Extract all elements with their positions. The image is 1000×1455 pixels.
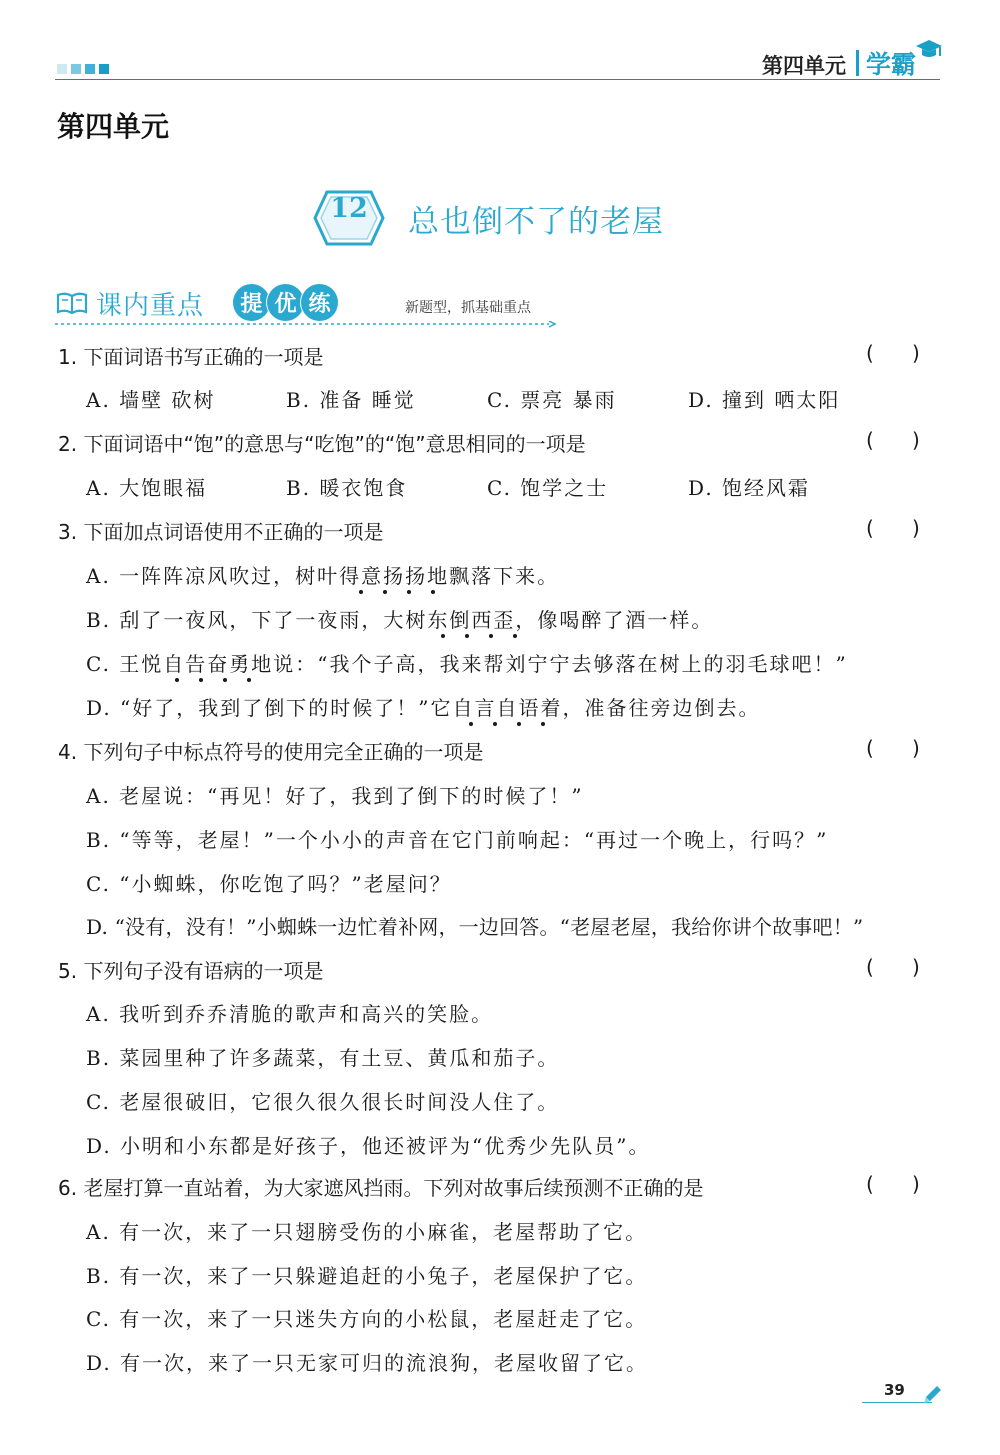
graduation-cap-icon bbox=[914, 38, 944, 62]
answer-blank[interactable]: ( ) bbox=[866, 516, 920, 540]
emphasis-dot bbox=[431, 590, 435, 594]
option-b: B. 刮了一夜风，下了一夜雨，大树东倒西歪，像喝醉了酒一样。 bbox=[86, 608, 714, 632]
emphasis-dot bbox=[513, 634, 517, 638]
question-stem: 4. 下列句子中标点符号的使用完全正确的一项是 bbox=[58, 740, 484, 764]
answer-blank[interactable]: ( ) bbox=[866, 341, 920, 365]
option-b: B. 暖衣饱食 bbox=[286, 476, 408, 500]
option-d: D. 有一次，来了一只无家可归的流浪狗，老屋收留了它。 bbox=[86, 1351, 649, 1375]
option-a: A. 老屋说：“再见！好了，我到了倒下的时候了！” bbox=[86, 784, 584, 808]
header-unit-label: 第四单元 bbox=[762, 54, 846, 78]
page-number: 39 bbox=[884, 1381, 905, 1399]
option-c: C. 老屋很破旧，它很久很久很长时间没人住了。 bbox=[86, 1090, 560, 1114]
answer-blank[interactable]: ( ) bbox=[866, 736, 920, 760]
option-b: B. 菜园里种了许多蔬菜，有土豆、黄瓜和茄子。 bbox=[86, 1046, 560, 1070]
option-d: D. “没有，没有！”小蜘蛛一边忙着补网，一边回答。“老屋老屋，我给你讲个故事吧！” bbox=[86, 915, 864, 939]
open-book-icon bbox=[56, 291, 88, 315]
lesson-title: 总也倒不了的老屋 bbox=[408, 204, 664, 240]
emphasis-dot bbox=[541, 722, 545, 726]
emphasis-dot bbox=[489, 634, 493, 638]
emphasis-dot bbox=[469, 722, 473, 726]
section-badges bbox=[233, 284, 335, 321]
option-d: D. 饱经风霜 bbox=[688, 476, 811, 500]
emphasis-dot bbox=[441, 634, 445, 638]
header-square bbox=[99, 64, 109, 74]
option-a: A. 大饱眼福 bbox=[86, 476, 208, 500]
header-decoration bbox=[57, 64, 109, 74]
emphasis-dot bbox=[247, 678, 251, 682]
header-square bbox=[71, 64, 81, 74]
brand-logo: 学霸 bbox=[866, 50, 917, 79]
header-square bbox=[57, 64, 67, 74]
header-divider bbox=[856, 50, 859, 76]
question-stem: 6. 老屋打算一直站着，为大家遮风挡雨。下列对故事后续预测不正确的是 bbox=[58, 1176, 704, 1200]
lesson-number: 12 bbox=[330, 193, 368, 224]
option-b: B. 准备 睡觉 bbox=[286, 388, 416, 412]
option-a: A. 一阵阵凉风吹过，树叶得意扬扬地飘落下来。 bbox=[86, 564, 560, 588]
option-b: B. 有一次，来了一只躲避追赶的小兔子，老屋保护了它。 bbox=[86, 1264, 648, 1288]
option-d: D. 撞到 哂太阳 bbox=[688, 388, 841, 412]
emphasis-dot bbox=[465, 634, 469, 638]
section-note: 新题型，抓基础重点 bbox=[405, 300, 531, 316]
emphasis-dot bbox=[359, 590, 363, 594]
option-c: C. 票亮 暴雨 bbox=[487, 388, 617, 412]
question-stem: 2. 下面词语中“饱”的意思与“吃饱”的“饱”意思相同的一项是 bbox=[58, 432, 586, 456]
option-a: A. 墙壁 砍树 bbox=[86, 388, 216, 412]
option-d: D. “好了，我到了倒下的时候了！”它自言自语着，准备往旁边倒去。 bbox=[86, 696, 761, 720]
option-d: D. 小明和小东都是好孩子，他还被评为“优秀少先队员”。 bbox=[86, 1134, 651, 1158]
option-a: A. 有一次，来了一只翅膀受伤的小麻雀，老屋帮助了它。 bbox=[86, 1220, 648, 1244]
header-square bbox=[85, 64, 95, 74]
emphasis-dot bbox=[383, 590, 387, 594]
emphasis-dot bbox=[407, 590, 411, 594]
option-b: B. “等等，老屋！”一个小小的声音在它门前响起：“再过一个晚上，行吗？” bbox=[86, 828, 829, 852]
emphasis-dot bbox=[223, 678, 227, 682]
emphasis-dot bbox=[175, 678, 179, 682]
question-stem: 3. 下面加点词语使用不正确的一项是 bbox=[58, 520, 384, 544]
pencil-icon bbox=[920, 1383, 944, 1407]
section-badge: 优 bbox=[267, 284, 304, 321]
option-c: C. 王悦自告奋勇地说：“我个子高，我来帮刘宁宁去够落在树上的羽毛球吧！” bbox=[86, 652, 848, 676]
section-underline bbox=[55, 321, 557, 329]
option-a: A. 我听到乔乔清脆的歌声和高兴的笑脸。 bbox=[86, 1002, 494, 1026]
section-title: 课内重点 bbox=[96, 291, 205, 321]
section-badge: 提 bbox=[233, 284, 270, 321]
question-stem: 5. 下列句子没有语病的一项是 bbox=[58, 959, 324, 983]
option-c: C. 有一次，来了一只迷失方向的小松鼠，老屋赶走了它。 bbox=[86, 1307, 648, 1331]
unit-title: 第四单元 bbox=[57, 110, 170, 143]
answer-blank[interactable]: ( ) bbox=[866, 1172, 920, 1196]
emphasis-dot bbox=[493, 722, 497, 726]
question-stem: 1. 下面词语书写正确的一项是 bbox=[58, 345, 324, 369]
section-badge: 练 bbox=[301, 284, 338, 321]
emphasis-dot bbox=[199, 678, 203, 682]
answer-blank[interactable]: ( ) bbox=[866, 428, 920, 452]
option-c: C. 饱学之士 bbox=[487, 476, 609, 500]
option-c: C. “小蜘蛛，你吃饱了吗？”老屋问？ bbox=[86, 872, 452, 896]
answer-blank[interactable]: ( ) bbox=[866, 955, 920, 979]
emphasis-dot bbox=[517, 722, 521, 726]
